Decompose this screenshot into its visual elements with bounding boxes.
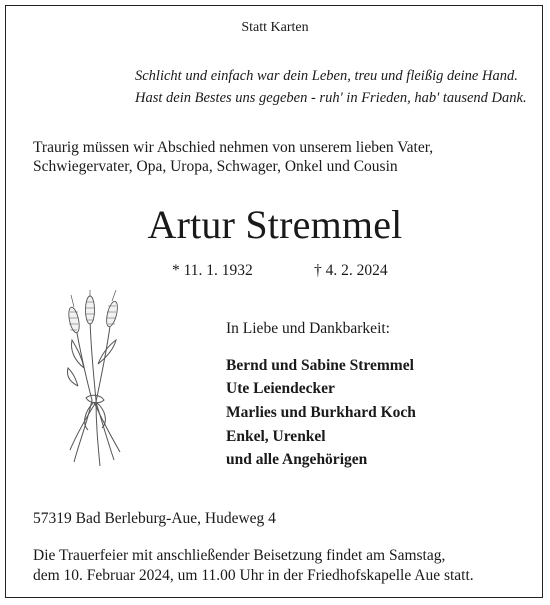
verse-line-1: Schlicht und einfach war dein Leben, treu und fleißig deine Hand. xyxy=(135,68,518,84)
birth-date: * 11. 1. 1932 xyxy=(172,262,253,279)
intro-line-2: Schwiegervater, Opa, Uropa, Schwager, Onkel und Cousin xyxy=(33,158,398,175)
mourner-2: Ute Leiendecker xyxy=(226,380,335,397)
intro-line-1: Traurig müssen wir Abschied nehmen von unserem lieben Vater, xyxy=(33,139,434,156)
deceased-name: Artur Stremmel xyxy=(147,202,403,247)
header-text: Statt Karten xyxy=(241,20,309,35)
mourner-1: Bernd und Sabine Stremmel xyxy=(226,357,414,374)
death-date: † 4. 2. 2024 xyxy=(314,262,388,279)
wheat-sheaf-icon xyxy=(58,290,128,470)
mourner-5: und alle Angehörigen xyxy=(226,451,368,468)
mourner-3: Marlies und Burkhard Koch xyxy=(226,404,416,421)
verse-line-2: Hast dein Bestes uns gegeben - ruh' in Frieden, hab' tausend Dank. xyxy=(135,90,527,106)
funeral-line-1: Die Trauerfeier mit anschließender Beisetzung findet am Samstag, xyxy=(33,547,446,564)
address-line: 57319 Bad Berleburg-Aue, Hudeweg 4 xyxy=(33,510,276,527)
funeral-line-2: dem 10. Februar 2024, um 11.00 Uhr in der Friedhofskapelle Aue statt. xyxy=(33,567,474,584)
thanks-line: In Liebe und Dankbarkeit: xyxy=(226,320,390,337)
mourner-4: Enkel, Urenkel xyxy=(226,428,326,445)
